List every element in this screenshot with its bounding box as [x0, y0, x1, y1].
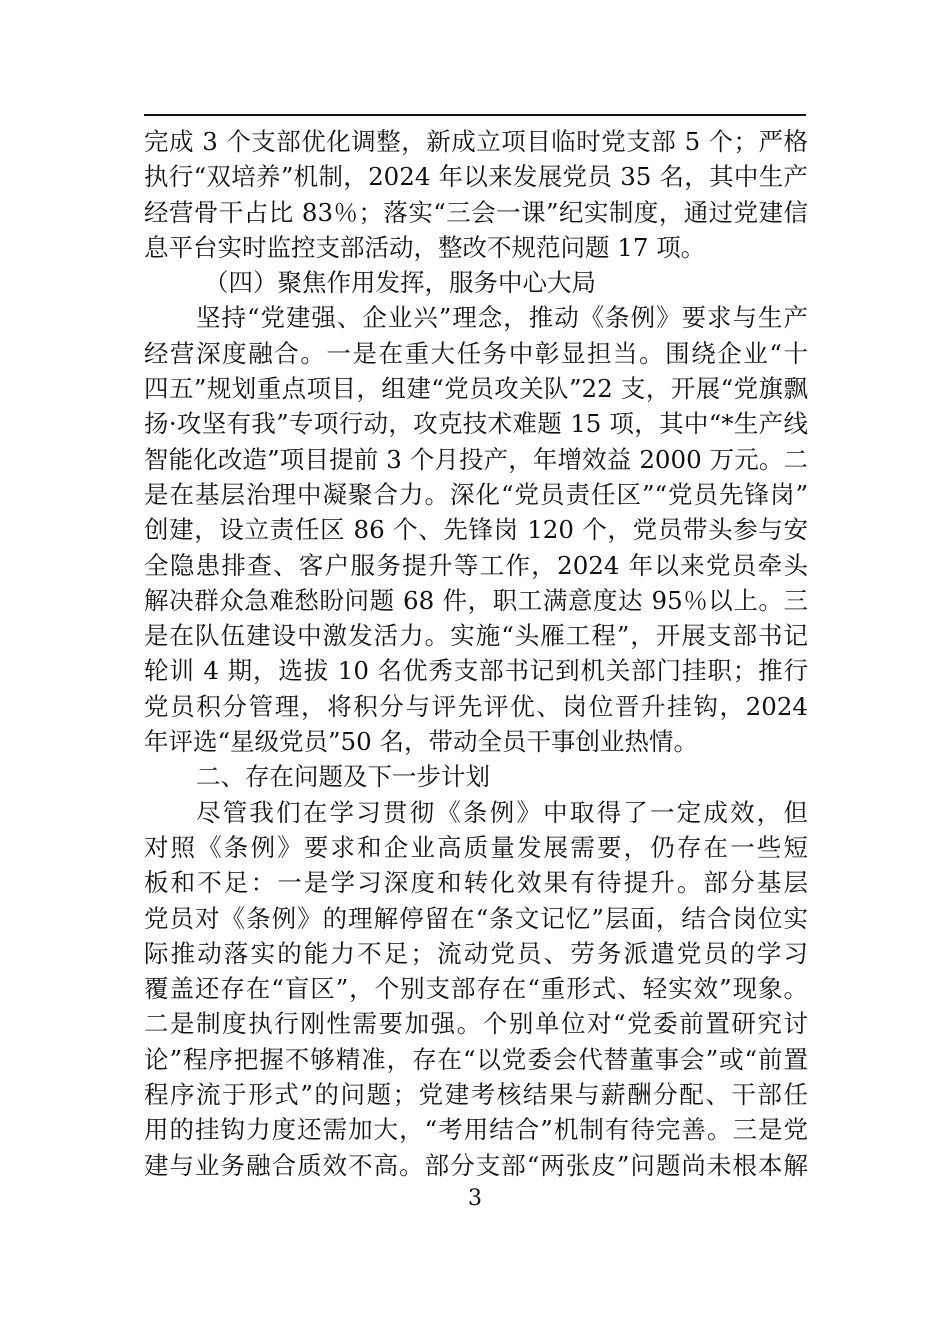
text-line: 完成 3 个支部优化调整，新成立项目临时党支部 5 个；严格 — [144, 127, 808, 156]
text-line: 息平台实时监控支部活动，整改不规范问题 17 项。 — [144, 232, 706, 262]
text-line: 程序流于形式”的问题；党建考核结果与薪酬分配、干部任 — [144, 1080, 808, 1110]
text-line: （四）聚焦作用发挥，服务中心大局 — [204, 268, 596, 298]
text-line: 用的挂钩力度还需加大，“考用结合”机制有待完善。三是党 — [144, 1115, 808, 1145]
text-line: 四五”规划重点项目，组建“党员攻关队”22 支，开展“党旗飘 — [144, 374, 808, 404]
page-number: 3 — [468, 1186, 482, 1211]
text-line: 轮训 4 期，选拔 10 名优秀支部书记到机关部门挂职；推行 — [144, 656, 808, 686]
text-line: 二、存在问题及下一步计划 — [196, 762, 490, 792]
text-line: 党员对《条例》的理解停留在“条文记忆”层面，结合岗位实 — [144, 903, 808, 933]
text-line: 二是制度执行刚性需要加强。个别单位对“党委前置研究讨 — [144, 1009, 808, 1039]
header-rule — [144, 114, 806, 116]
text-line: 板和不足：一是学习深度和转化效果有待提升。部分基层 — [144, 868, 808, 898]
text-line: 年评选“星级党员”50 名，带动全员干事创业热情。 — [144, 727, 699, 757]
text-line: 论”程序把握不够精准，存在“以党委会代替董事会”或“前置 — [144, 1044, 808, 1074]
text-line: 际推动落实的能力不足；流动党员、劳务派遣党员的学习 — [144, 938, 808, 968]
text-line: 解决群众急难愁盼问题 68 件，职工满意度达 95％以上。三 — [144, 585, 808, 615]
document-body — [144, 124, 808, 1183]
text-line: 党员积分管理，将积分与评先评优、岗位晋升挂钩，2024 — [144, 691, 808, 721]
text-line: 执行“双培养”机制，2024 年以来发展党员 35 名，其中生产 — [144, 162, 808, 192]
text-line: 全隐患排查、客户服务提升等工作，2024 年以来党员牵头 — [144, 550, 808, 580]
text-line: 扬·攻坚有我”专项行动，攻克技术难题 15 项，其中“*生产线 — [144, 409, 808, 439]
text-line: 是在队伍建设中激发活力。实施“头雁工程”，开展支部书记 — [144, 621, 808, 651]
text-line: 是在基层治理中凝聚合力。深化“党员责任区”“党员先锋岗” — [144, 479, 808, 509]
text-line: 坚持“党建强、企业兴”理念，推动《条例》要求与生产 — [196, 303, 808, 333]
text-line: 经营深度融合。一是在重大任务中彰显担当。围绕企业“十 — [144, 338, 808, 368]
text-line: 对照《条例》要求和企业高质量发展需要，仍存在一些短 — [144, 832, 808, 862]
text-line: 覆盖还存在“盲区”，个别支部存在“重形式、轻实效”现象。 — [144, 974, 808, 1004]
text-line: 尽管我们在学习贯彻《条例》中取得了一定成效，但 — [196, 797, 808, 827]
text-line: 建与业务融合质效不高。部分支部“两张皮”问题尚未根本解 — [144, 1150, 808, 1180]
text-line: 创建，设立责任区 86 个、先锋岗 120 个，党员带头参与安 — [144, 515, 808, 545]
text-line: 经营骨干占比 83％；落实“三会一课”纪实制度，通过党建信 — [144, 197, 808, 227]
text-line: 智能化改造”项目提前 3 个月投产，年增效益 2000 万元。二 — [144, 444, 808, 474]
